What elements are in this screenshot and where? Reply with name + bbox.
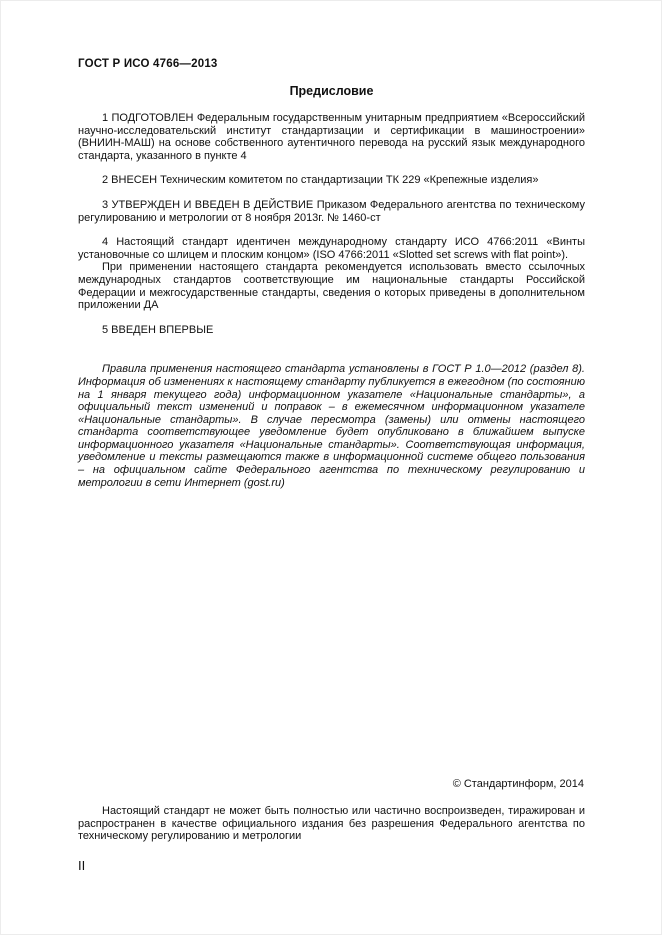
reproduction-notice: Настоящий стандарт не может быть полностью или частично воспроизведен, тиражирован и распространен в качестве официального издания без разрешения Федерального агентства по техническому регулированию и метрологии: [78, 805, 585, 843]
foreword-item-3: 3 УТВЕРЖДЕН И ВВЕДЕН В ДЕЙСТВИЕ Приказом Федерального агентства по техническому регулированию и метрологии от 8 ноября 2013г. № 1460-ст: [78, 198, 585, 224]
rules-of-application-note: Правила применения настоящего стандарта установлены в ГОСТ Р 1.0—2012 (раздел 8). Информация об изменениях к настоящему стандарту публикуется в ежегодном (по состоянию на 1 января текущего года) информационном указателе «Национальные стандарты», а официальный текст изменений и поправок – в ежемесячном информационном указателе «Национальные стандарты». В случае пересмотра (замены) или отмены настоящего стандарта соответствующее уведомление будет опубликовано в ближайшем выпуске информационного указателя «Национальные стандарты». Соответствующая информация, уведомление и тексты размещаются также в информационной системе общего пользования – на официальном сайте Федерального агентства по техническому регулированию и метрологии в сети Интернет (gost.ru): [78, 363, 585, 489]
foreword-item-4-note: При применении настоящего стандарта рекомендуется использовать вместо ссылочных международных стандартов соответствующие им национальные стандарты Российской Федерации и межгосударственные стандарты, сведения о которых приведены в дополнительном приложении ДА: [78, 261, 585, 312]
document-header: ГОСТ Р ИСО 4766—2013: [78, 58, 218, 70]
copyright-line: © Стандартинформ, 2014: [452, 778, 584, 790]
foreword-item-1: 1 ПОДГОТОВЛЕН Федеральным государственным унитарным предприятием «Всероссийский научно-исследовательский институт стандартизации и сертификации в машиностроении» (ВНИИН-МАШ) на основе собственного аутентичного перевода на русский язык международного стандарта, указанного в пункте 4: [78, 112, 585, 162]
foreword-section: [78, 112, 585, 501]
foreword-item-5: 5 ВВЕДЕН ВПЕРВЫЕ: [102, 323, 214, 336]
section-title: Предисловие: [289, 84, 374, 98]
page-number: II: [78, 858, 86, 873]
foreword-item-2: 2 ВНЕСЕН Техническим комитетом по стандартизации ТК 229 «Крепежные изделия»: [102, 174, 539, 187]
foreword-item-4: 4 Настоящий стандарт идентичен международному стандарту ИСО 4766:2011 «Винты установочные со шлицем и плоским концом» (ISO 4766:2011 «Slotted set screws with flat point»).: [78, 236, 585, 261]
